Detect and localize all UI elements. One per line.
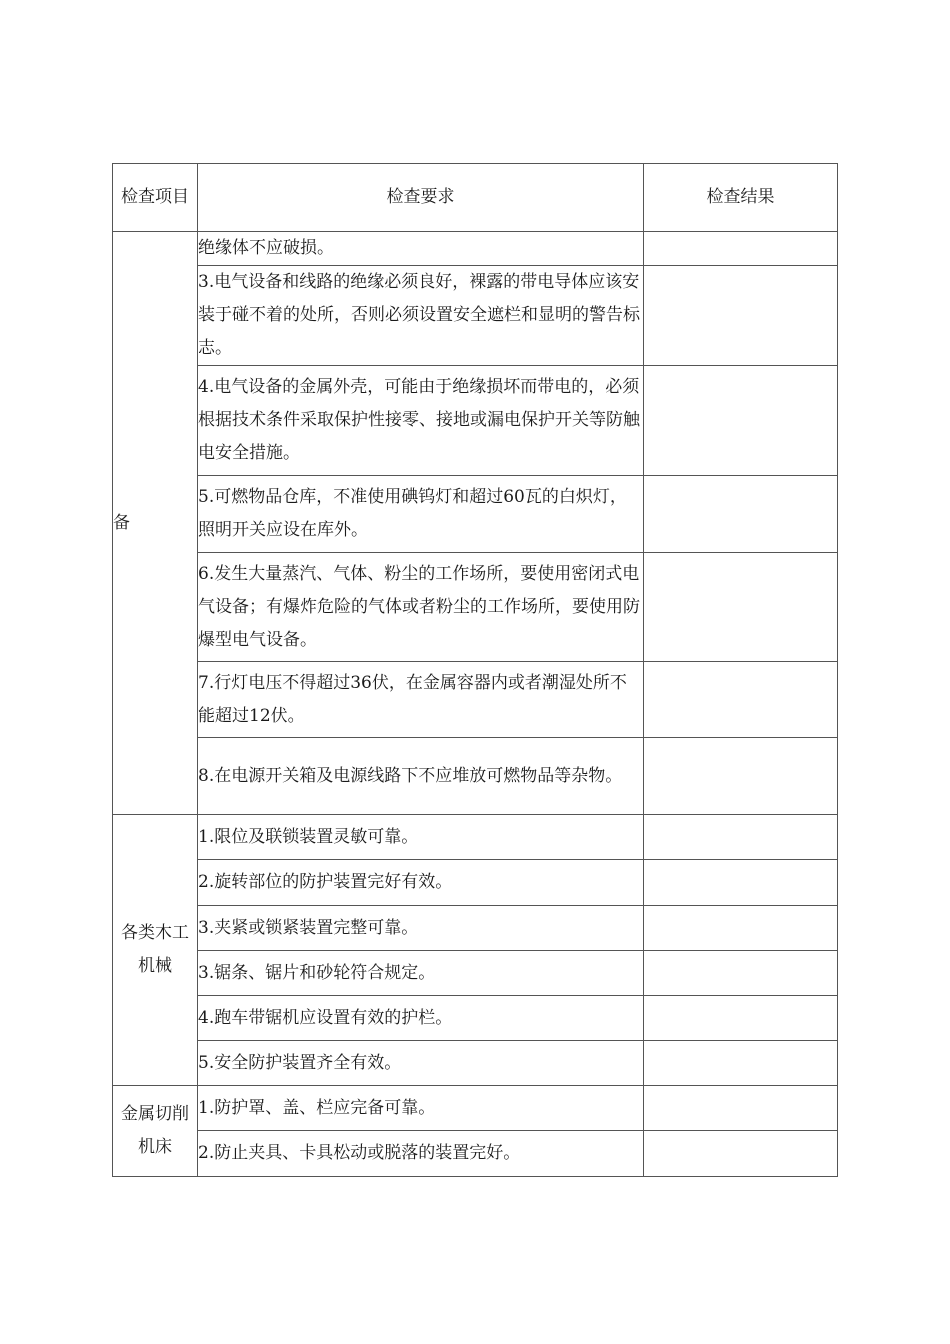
result-cell[interactable] — [644, 1131, 838, 1177]
table-row — [113, 1131, 838, 1177]
result-cell[interactable] — [644, 476, 838, 553]
table-row — [113, 553, 838, 662]
table-row — [113, 1041, 838, 1086]
requirement-cell: 2.旋转部位的防护装置完好有效。 — [198, 860, 644, 906]
table-row — [113, 996, 838, 1041]
requirement-cell: 8.在电源开关箱及电源线路下不应堆放可燃物品等杂物。 — [198, 738, 644, 815]
header-row — [113, 164, 838, 232]
header-requirement: 检查要求 — [198, 164, 644, 232]
table-row — [113, 860, 838, 906]
requirement-cell: 1.防护罩、盖、栏应完备可靠。 — [198, 1086, 644, 1131]
table-body — [113, 232, 838, 1177]
inspection-item-cell: 备 — [113, 232, 198, 815]
table-row — [113, 366, 838, 476]
result-cell[interactable] — [644, 906, 838, 951]
table-row — [113, 266, 838, 366]
result-cell[interactable] — [644, 738, 838, 815]
result-cell[interactable] — [644, 232, 838, 266]
requirement-cell: 绝缘体不应破损。 — [198, 232, 644, 266]
inspection-item-cell: 各类木工机械 — [113, 815, 198, 1086]
requirement-cell: 7.行灯电压不得超过36伏，在金属容器内或者潮湿处所不能超过12伏。 — [198, 662, 644, 738]
result-cell[interactable] — [644, 266, 838, 366]
table-row — [113, 738, 838, 815]
result-cell[interactable] — [644, 860, 838, 906]
requirement-cell: 4.跑车带锯机应设置有效的护栏。 — [198, 996, 644, 1041]
header-result: 检查结果 — [644, 164, 838, 232]
table-row — [113, 951, 838, 996]
table-row — [113, 662, 838, 738]
inspection-table — [112, 163, 838, 1177]
requirement-cell: 3.电气设备和线路的绝缘必须良好，裸露的带电导体应该安装于碰不着的处所，否则必须设置安全遮栏和显明的警告标志。 — [198, 266, 644, 366]
requirement-cell: 5.安全防护装置齐全有效。 — [198, 1041, 644, 1086]
requirement-cell: 4.电气设备的金属外壳，可能由于绝缘损坏而带电的，必须根据技术条件采取保护性接零、接地或漏电保护开关等防触电安全措施。 — [198, 366, 644, 476]
result-cell[interactable] — [644, 366, 838, 476]
table-row — [113, 476, 838, 553]
requirement-cell: 3.夹紧或锁紧装置完整可靠。 — [198, 906, 644, 951]
requirement-cell: 2.防止夹具、卡具松动或脱落的装置完好。 — [198, 1131, 644, 1177]
table-row — [113, 906, 838, 951]
inspection-item-cell: 金属切削机床 — [113, 1086, 198, 1177]
result-cell[interactable] — [644, 951, 838, 996]
result-cell[interactable] — [644, 662, 838, 738]
result-cell[interactable] — [644, 1086, 838, 1131]
table-row — [113, 1086, 838, 1131]
requirement-cell: 6.发生大量蒸汽、气体、粉尘的工作场所，要使用密闭式电气设备；有爆炸危险的气体或者粉尘的工作场所，要使用防爆型电气设备。 — [198, 553, 644, 662]
result-cell[interactable] — [644, 553, 838, 662]
result-cell[interactable] — [644, 815, 838, 860]
result-cell[interactable] — [644, 1041, 838, 1086]
requirement-cell: 1.限位及联锁装置灵敏可靠。 — [198, 815, 644, 860]
table-row — [113, 815, 838, 860]
result-cell[interactable] — [644, 996, 838, 1041]
header-item: 检查项目 — [113, 164, 198, 232]
requirement-cell: 3.锯条、锯片和砂轮符合规定。 — [198, 951, 644, 996]
table-row — [113, 232, 838, 266]
requirement-cell: 5.可燃物品仓库，不准使用碘钨灯和超过60瓦的白炽灯，照明开关应设在库外。 — [198, 476, 644, 553]
